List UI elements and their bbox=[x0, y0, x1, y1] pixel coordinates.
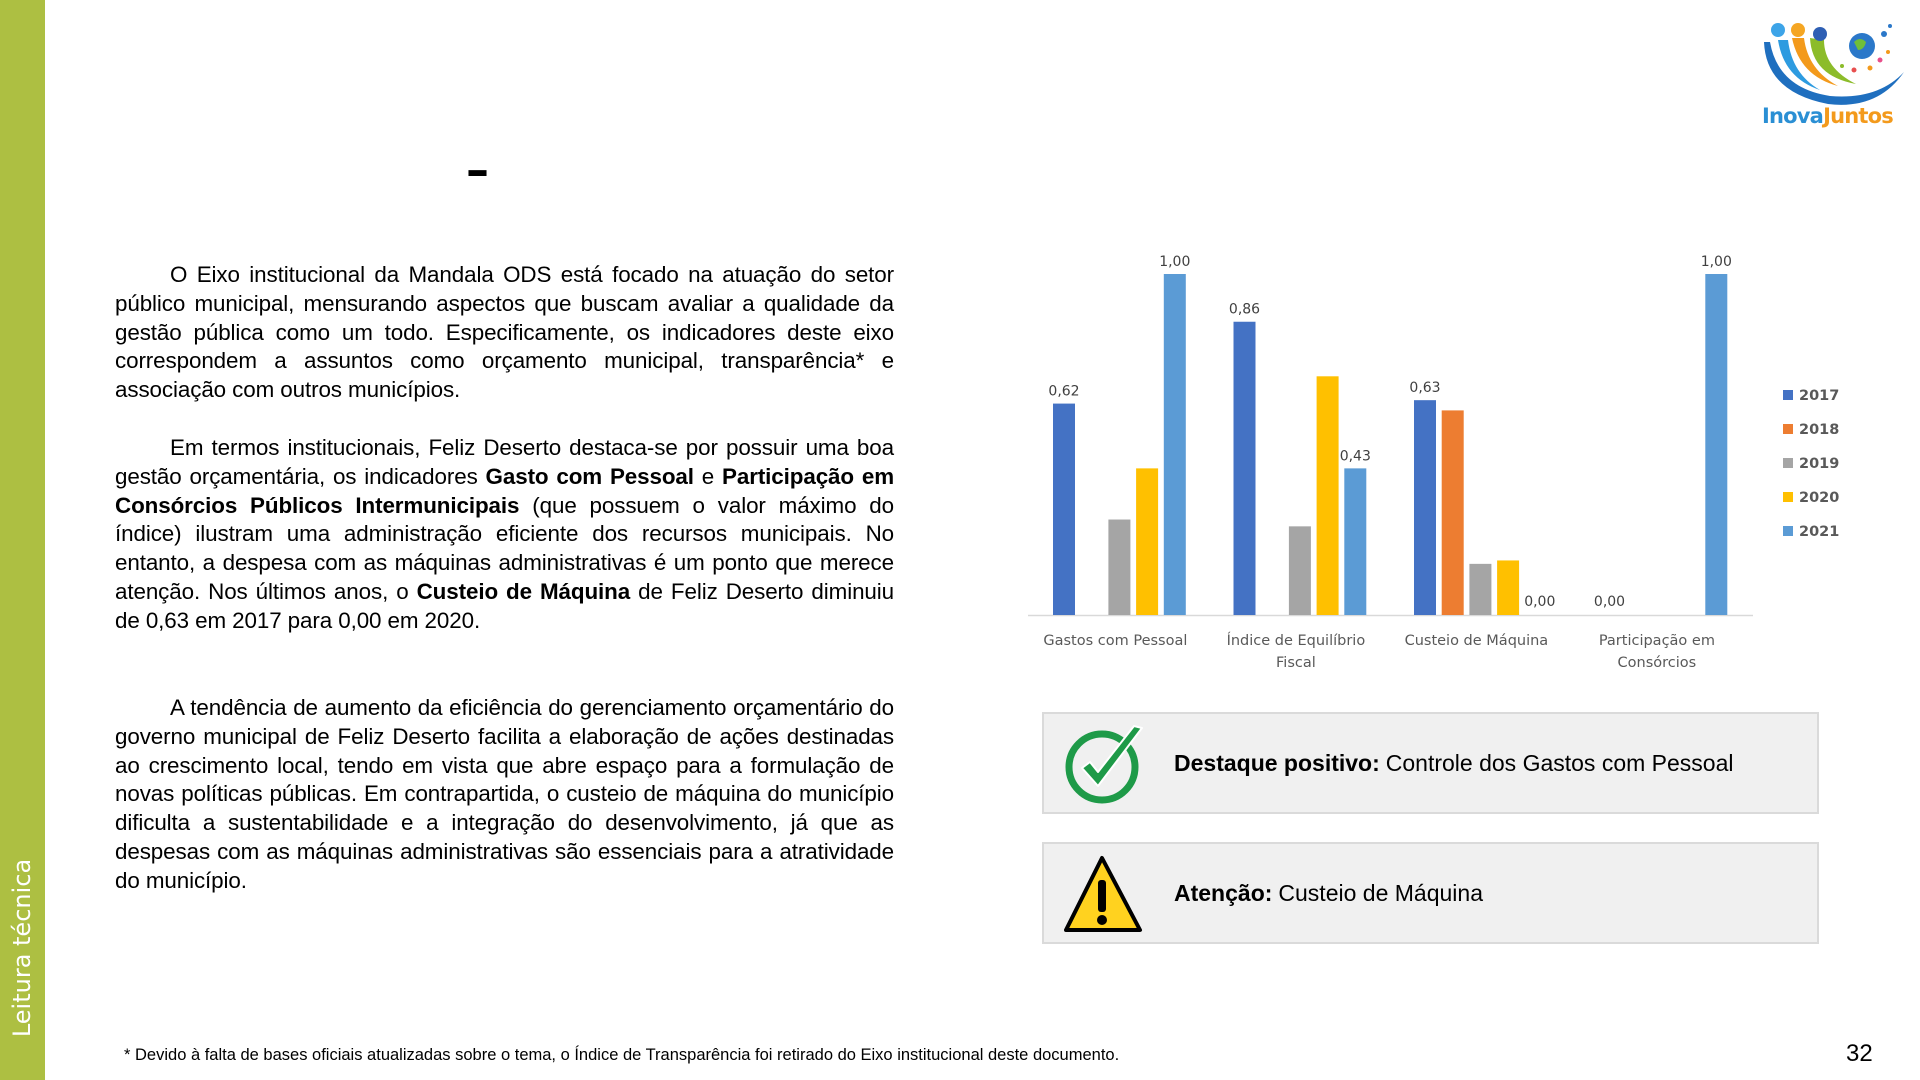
data-label: 0,62 bbox=[1048, 383, 1080, 400]
x-tick-label: Participação em bbox=[1598, 633, 1715, 649]
data-label: 0,63 bbox=[1409, 380, 1441, 397]
bold-indicator-custeio: Custeio de Máquina bbox=[416, 578, 631, 604]
bar-chart-svg bbox=[1010, 250, 1910, 680]
data-label: 0,43 bbox=[1339, 448, 1371, 465]
bar-2017-cat2 bbox=[1414, 400, 1436, 615]
paragraph-1 bbox=[115, 261, 894, 405]
paragraph-3 bbox=[115, 694, 894, 896]
callout-positive-value: Controle dos Gastos com Pessoal bbox=[1385, 749, 1734, 776]
bold-indicator-gasto-pessoal: Gasto com Pessoal bbox=[485, 463, 694, 489]
callout-attention bbox=[1042, 842, 1819, 944]
bar-2021-cat0 bbox=[1164, 274, 1186, 615]
logo-text-inova: Inova bbox=[1762, 104, 1824, 128]
legend-swatch-2018 bbox=[1783, 424, 1793, 434]
section-label: Leitura técnica bbox=[8, 858, 36, 1038]
bar-2019-cat2 bbox=[1469, 564, 1491, 615]
bar-2020-cat2 bbox=[1497, 560, 1519, 615]
legend-label-2018: 2018 bbox=[1799, 422, 1840, 438]
side-bar bbox=[0, 0, 45, 1080]
x-tick-label: Índice de Equilíbrio bbox=[1226, 633, 1366, 649]
bar-2019-cat0 bbox=[1108, 520, 1130, 615]
paragraph-3-text: A tendência de aumento da eficiência do gerenciamento orçamentário do governo municipal de Feliz Deserto facilita a elaboração de ações destinadas ao crescimento local, tendo em vista que abre espaço para a formulação de novas políticas públicas. Em contrapartida, o custeio de máquina do município dificulta a sustentabilidade e a integração do desenvolvimento, já que as despesas com as máquinas administrativas são essenciais para a atratividade do município. bbox=[115, 695, 894, 893]
x-tick-label: Fiscal bbox=[1276, 655, 1316, 671]
text-run: Em termos institucionais, Feliz Deserto destaca-se por possuir uma boa gestão orçamentária, os indicadores bbox=[115, 435, 894, 489]
page-number: 32 bbox=[1846, 1040, 1873, 1067]
bar-2019-cat1 bbox=[1289, 526, 1311, 615]
legend-swatch-2021 bbox=[1783, 526, 1793, 536]
data-label: 1,00 bbox=[1159, 254, 1191, 270]
bar-2018-cat2 bbox=[1442, 410, 1464, 615]
bar-2017-cat0 bbox=[1053, 404, 1075, 615]
callout-attention-text bbox=[1174, 844, 1483, 942]
callout-attention-label: Atenção: bbox=[1174, 879, 1273, 906]
paragraph-1-text: O Eixo institucional da Mandala ODS está focado na atuação do setor público municipal, mensurando aspectos que buscam avaliar a qualidade da gestão pública como um todo. Especificamente, os indicadores deste eixo correspondem a assuntos como orçamento municipal, transparência* e associação com outros municípios. bbox=[115, 262, 894, 403]
callout-positive-label: Destaque positivo: bbox=[1174, 749, 1380, 776]
legend-swatch-2017 bbox=[1783, 390, 1793, 400]
text-run: (que possuem o valor máximo do índice) ilustram uma administração eficiente dos recursos municipais. No entanto, a despesa com as máquinas administrativas é um ponto que merece atenção. Nos últimos anos, o bbox=[115, 492, 894, 604]
page-title: – bbox=[466, 143, 489, 197]
x-tick-label: Consórcios bbox=[1617, 655, 1697, 671]
paragraph-2-text bbox=[115, 434, 894, 636]
data-label: 0,00 bbox=[1524, 594, 1556, 610]
bar-2021-cat1 bbox=[1344, 468, 1366, 615]
x-tick-label: Custeio de Máquina bbox=[1404, 633, 1549, 649]
check-circle-icon bbox=[1062, 722, 1148, 808]
legend-label-2019: 2019 bbox=[1799, 456, 1840, 472]
footnote: * Devido à falta de bases oficiais atualizadas sobre o tema, o Índice de Transparência foi retirado do Eixo institucional deste documento. bbox=[124, 1046, 1120, 1064]
callout-positive-text bbox=[1174, 714, 1733, 812]
legend-label-2020: 2020 bbox=[1799, 490, 1840, 506]
legend-label-2021: 2021 bbox=[1799, 524, 1840, 540]
bar-chart bbox=[1010, 250, 1910, 680]
paragraph-2 bbox=[115, 434, 894, 636]
x-tick-label: Gastos com Pessoal bbox=[1043, 633, 1188, 649]
data-label: 1,00 bbox=[1700, 254, 1732, 270]
bar-2020-cat1 bbox=[1317, 376, 1339, 615]
logo-wordmark bbox=[1762, 104, 1893, 128]
logo-text-juntos: Juntos bbox=[1823, 104, 1893, 128]
callout-positive bbox=[1042, 712, 1819, 814]
text-run: de Feliz Deserto diminuiu de 0,63 em 2017 para 0,00 em 2020. bbox=[115, 578, 895, 633]
legend-swatch-2020 bbox=[1783, 492, 1793, 502]
data-label: 0,00 bbox=[1593, 594, 1626, 610]
warning-triangle-icon bbox=[1062, 852, 1148, 938]
callout-attention-value: Custeio de Máquina bbox=[1278, 879, 1483, 906]
bar-2020-cat0 bbox=[1136, 468, 1158, 615]
text-run: e bbox=[693, 463, 723, 489]
bold-indicator-consorcios: Participação em Consórcios Públicos Intermunicipais bbox=[115, 463, 895, 518]
data-label: 0,86 bbox=[1228, 301, 1261, 318]
legend-swatch-2019 bbox=[1783, 458, 1793, 468]
bar-2021-cat3 bbox=[1705, 274, 1727, 615]
bar-2017-cat1 bbox=[1234, 322, 1256, 615]
legend-label-2017: 2017 bbox=[1799, 388, 1840, 404]
